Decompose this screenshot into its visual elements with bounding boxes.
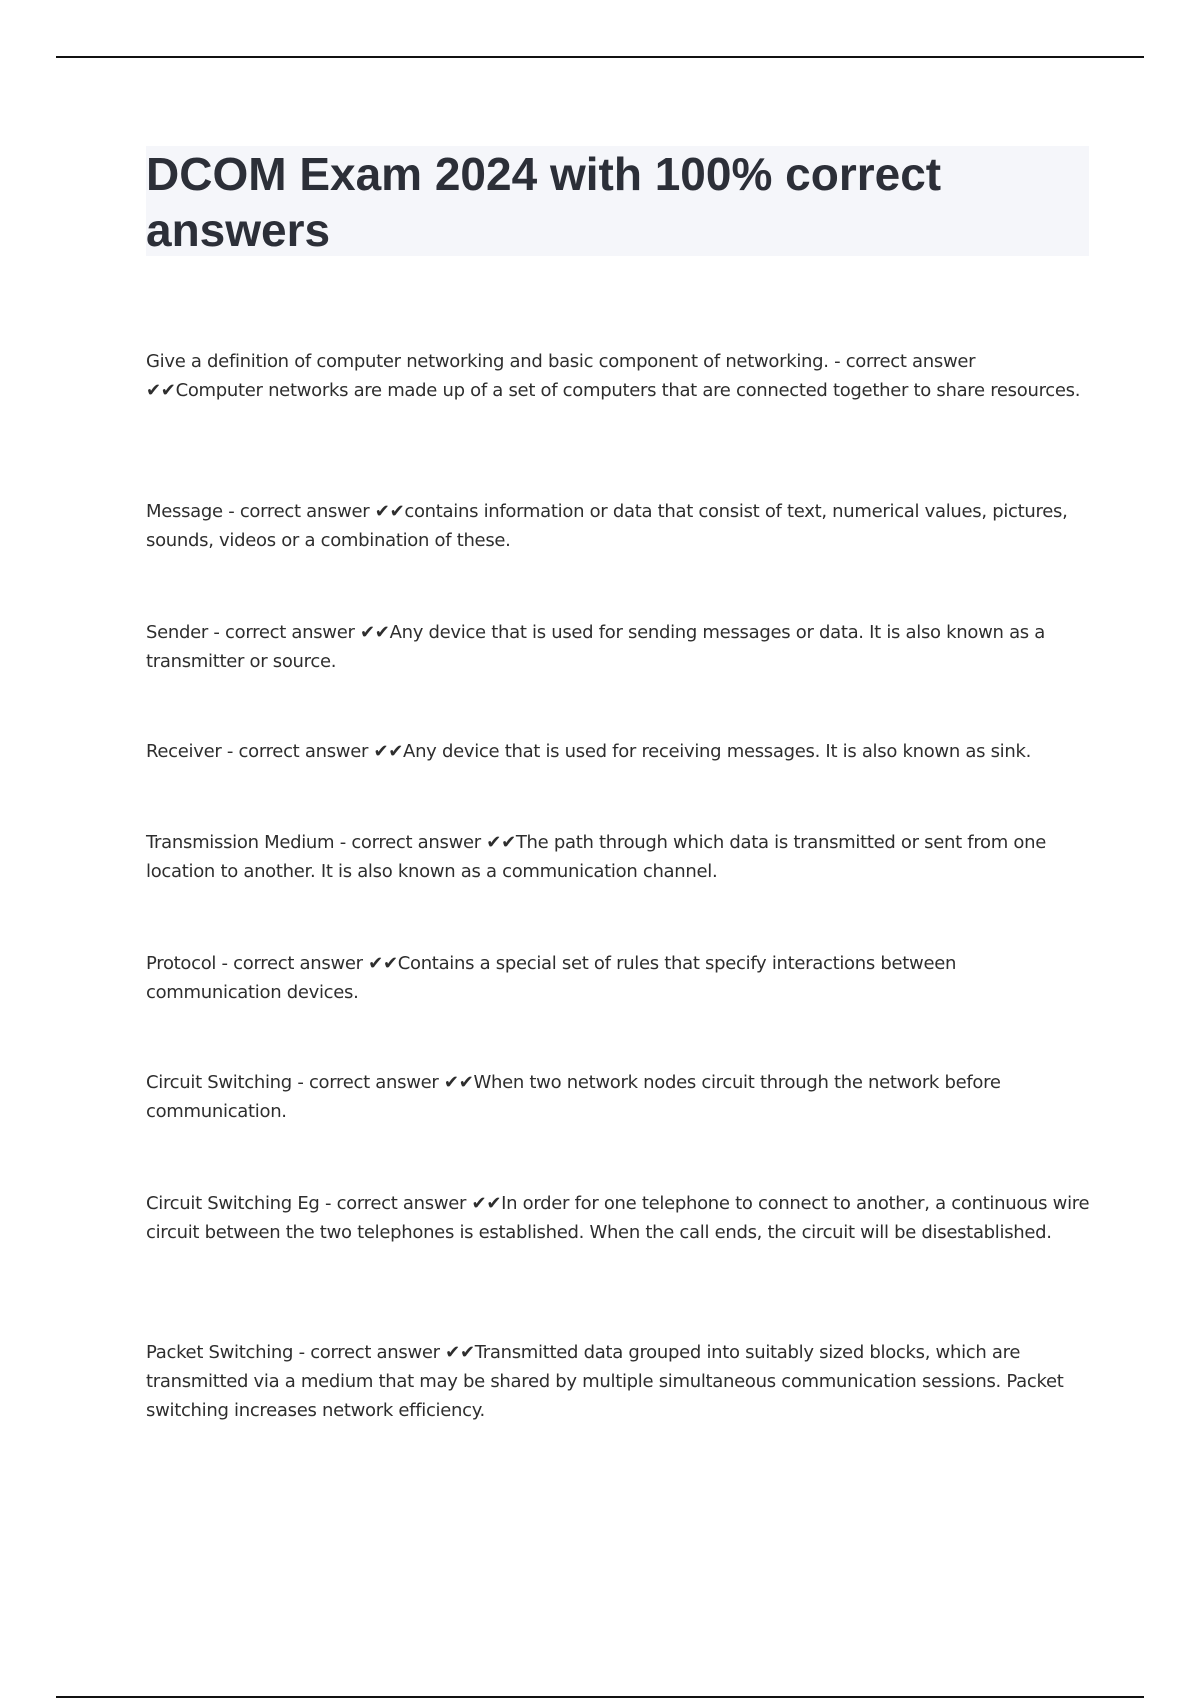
bottom-rule bbox=[56, 1696, 1144, 1698]
qa-item: Sender - correct answer ✔✔Any device that is used for sending messages or data. It is also known as a transmitter or source. bbox=[146, 622, 1046, 672]
qa-item: Message - correct answer ✔✔contains information or data that consist of text, numerical values, pictures, sounds, videos or a combination of these. bbox=[146, 501, 1068, 551]
qa-item: Protocol - correct answer ✔✔Contains a special set of rules that specify interactions between communication devices. bbox=[146, 953, 957, 1003]
qa-item: Packet Switching - correct answer ✔✔Transmitted data grouped into suitably sized blocks, which are transmitted via a medium that may be shared by multiple simultaneous communication sessions. Packet switching increases network efficiency. bbox=[146, 1342, 1064, 1421]
page-title: DCOM Exam 2024 with 100% correct answers bbox=[146, 148, 942, 256]
qa-item: Receiver - correct answer ✔✔Any device that is used for receiving messages. It is also known as sink. bbox=[146, 741, 1032, 762]
qa-item: Give a definition of computer networking and basic component of networking. - correct answer ✔✔Computer networks are made up of a set of computers that are connected together to share resources. bbox=[146, 351, 1081, 401]
qa-item: Circuit Switching - correct answer ✔✔When two network nodes circuit through the network before communication. bbox=[146, 1072, 1001, 1122]
title-box bbox=[146, 146, 1089, 256]
qa-item: Circuit Switching Eg - correct answer ✔✔In order for one telephone to connect to another, a continuous wire circuit between the two telephones is established. When the call ends, the circuit will be disestablished. bbox=[146, 1193, 1090, 1243]
qa-item: Transmission Medium - correct answer ✔✔The path through which data is transmitted or sent from one location to another. It is also known as a communication channel. bbox=[146, 832, 1047, 882]
top-rule bbox=[56, 56, 1144, 58]
